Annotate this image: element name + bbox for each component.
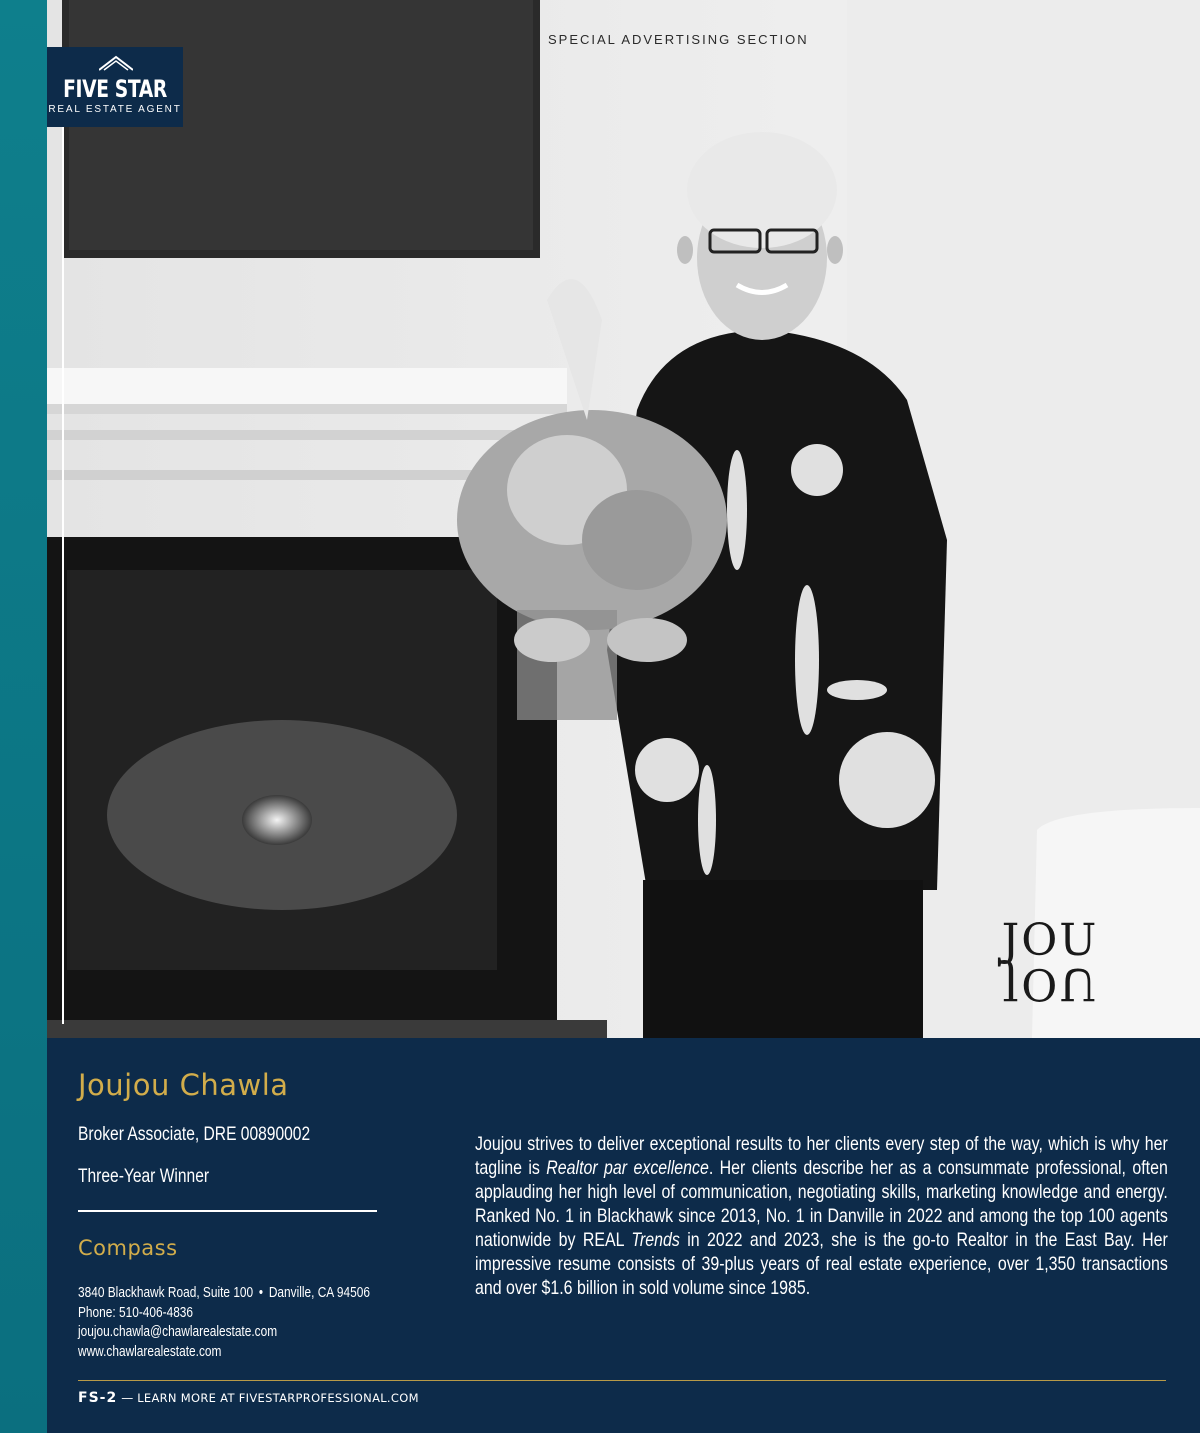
- bio-text-3: in 2022 and 2023, she is the go-to Realtor in the East Bay. Her impressive resume consists of 39-plus years of real estate experience, over 1,350 transactions and over $1.6 billion in sold volume since 1985.: [475, 1229, 1168, 1299]
- learn-more-link[interactable]: LEARN MORE AT FIVESTARPROFESSIONAL.COM: [137, 1391, 419, 1405]
- divider: [78, 1210, 377, 1212]
- award-text: Three-Year Winner: [78, 1166, 210, 1187]
- company-name: Compass: [78, 1236, 178, 1260]
- footer: [78, 1387, 419, 1406]
- vertical-rule: [62, 66, 64, 1024]
- street-address: 3840 Blackhawk Road, Suite 100: [78, 1285, 254, 1301]
- page-number: FS-2: [78, 1390, 118, 1406]
- bio-trends: Trends: [631, 1229, 680, 1251]
- agent-photo: [47, 0, 1200, 1038]
- jou-monogram-logo: [985, 915, 1115, 1009]
- city-address: Danville, CA 94506: [268, 1285, 370, 1301]
- bio-tagline: Realtor par excellence: [546, 1157, 709, 1179]
- separator: •: [258, 1285, 264, 1301]
- monogram-bottom: JOU: [1001, 958, 1099, 1009]
- bio-text-1: Joujou strives to deliver exceptional results to her clients every step of the way, which is why her tagline is: [475, 1133, 1168, 1179]
- roof-logo-icon: [99, 55, 133, 71]
- header-tag: SPECIAL ADVERTISING SECTION: [548, 32, 809, 47]
- teal-side-bar: [0, 0, 47, 1433]
- agent-title: Broker Associate, DRE 00890002: [78, 1124, 311, 1145]
- agent-name: Joujou Chawla: [78, 1068, 289, 1102]
- website-link[interactable]: www.chawlarealestate.com: [78, 1344, 222, 1361]
- bio-text-2: . Her clients describe her as a consummate professional, often applauding her high level of communication, negotiating skills, marketing knowledge and energy. Ranked No. 1 in Blackhawk since 2013, No. 1 in Danville in 2022 and among the top 100 agents nationwide by REAL: [475, 1157, 1168, 1251]
- contact-block: [78, 1284, 370, 1363]
- phone: Phone: 510-406-4836: [78, 1304, 194, 1321]
- badge-title: FIVE STAR: [63, 75, 167, 103]
- five-star-badge: [47, 47, 183, 127]
- address-line: [78, 1284, 370, 1304]
- monogram-top: JOU: [1001, 915, 1099, 966]
- email-link[interactable]: joujou.chawla@chawlarealestate.com: [78, 1324, 278, 1341]
- badge-subtitle: REAL ESTATE AGENT: [48, 104, 182, 115]
- bio-paragraph: [475, 1132, 1168, 1300]
- footer-rule: [78, 1380, 1166, 1381]
- footer-dash: —: [121, 1391, 134, 1405]
